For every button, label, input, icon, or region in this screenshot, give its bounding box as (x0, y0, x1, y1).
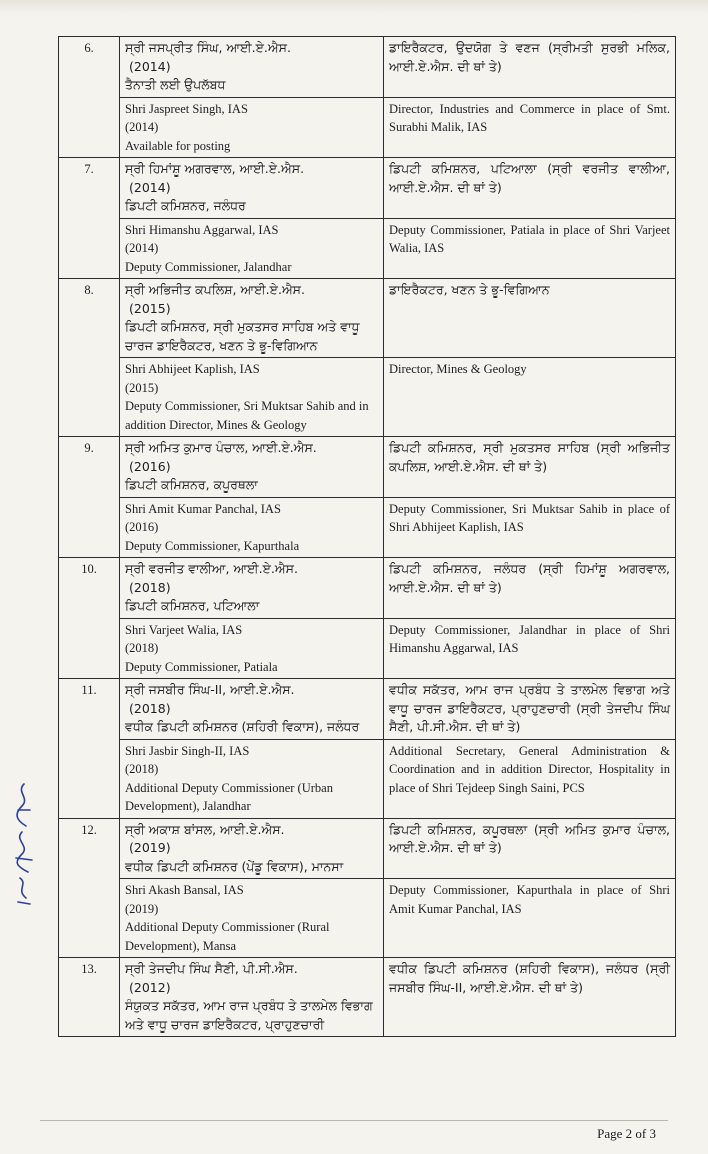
handwritten-signature (10, 780, 36, 910)
new-posting-english: Director, Mines & Geology (384, 358, 676, 437)
table-row-pa (59, 818, 676, 879)
table-row-en (59, 879, 676, 958)
current-post: ਸੰਯੁਕਤ ਸਕੱਤਰ, ਆਮ ਰਾਜ ਪ੍ਰਬੰਧ ਤੇ ਤਾਲਮੇਲ ਵਿਭਾਗ ਅਤੇ ਵਾਧੂ ਚਾਰਜ ਡਾਇਰੈਕਟਰ, ਪ੍ਰਾਹੁਣਚਾਰੀ (125, 998, 373, 1032)
current-post: ਵਧੀਕ ਡਿਪਟੀ ਕਮਿਸ਼ਨਰ (ਸ਼ਹਿਰੀ ਵਿਕਾਸ), ਜਲੰਧਰ (125, 719, 360, 734)
batch-year: (2016) (129, 458, 171, 474)
new-posting-english: Deputy Commissioner, Patiala in place of Shri Varjeet Walia, IAS (384, 218, 676, 279)
current-post: ਵਧੀਕ ਡਿਪਟੀ ਕਮਿਸ਼ਨਰ (ਪੇਂਡੂ ਵਿਕਾਸ), ਮਾਨਸਾ (125, 858, 344, 874)
officer-name-line: Shri Varjeet Walia, IAS (125, 622, 243, 637)
new-posting-english: Deputy Commissioner, Sri Muktsar Sahib in place of Shri Abhijeet Kaplish, IAS (384, 497, 676, 558)
new-posting-english: Deputy Commissioner, Kapurthala in place of Shri Amit Kumar Panchal, IAS (384, 879, 676, 958)
new-posting-punjabi: ਡਿਪਟੀ ਕਮਿਸ਼ਨਰ, ਕਪੂਰਥਲਾ (ਸ੍ਰੀ ਅਮਿਤ ਕੁਮਾਰ ਪੰਚਾਲ, ਆਈ.ਏ.ਐਸ. ਦੀ ਥਾਂ ਤੇ) (384, 818, 676, 879)
serial-number: 10. (59, 558, 120, 679)
serial-number: 8. (59, 279, 120, 437)
batch-year: (2018) (125, 762, 159, 776)
serial-number: 13. (59, 958, 120, 1037)
current-post: ਡਿਪਟੀ ਕਮਿਸ਼ਨਰ, ਪਟਿਆਲਾ (125, 598, 260, 613)
serial-number: 12. (59, 818, 120, 958)
current-post: Available for posting (125, 138, 231, 153)
officer-name-line: ਸ੍ਰੀ ਤੇਜਦੀਪ ਸਿੰਘ ਸੈਣੀ, ਪੀ.ਸੀ.ਐਸ. (125, 961, 298, 976)
batch-year: (2015) (125, 380, 159, 395)
officer-name-line: ਸ੍ਰੀ ਅਕਾਸ਼ ਬਾਂਸਲ, ਆਈ.ਏ.ਐਸ. (125, 821, 285, 837)
table-row-pa (59, 679, 676, 740)
officer-name-line: ਸ੍ਰੀ ਜਸਪ੍ਰੀਤ ਸਿੰਘ, ਆਈ.ਏ.ਐਸ. (125, 40, 291, 55)
table-row-en (59, 497, 676, 558)
batch-year: (2016) (125, 520, 159, 534)
batch-year: (2014) (129, 58, 171, 74)
new-posting-punjabi: ਵਧੀਕ ਡਿਪਟੀ ਕਮਿਸ਼ਨਰ (ਸ਼ਹਿਰੀ ਵਿਕਾਸ), ਜਲੰਧਰ (ਸ੍ਰੀ ਜਸਬੀਰ ਸਿੰਘ-II, ਆਈ.ਏ.ਐਸ. ਦੀ ਥਾਂ ਤੇ) (384, 958, 676, 1037)
current-post: ਤੈਨਾਤੀ ਲਈ ਉਪਲੱਬਧ (125, 77, 226, 92)
batch-year: (2018) (129, 700, 171, 716)
current-post: ਡਿਪਟੀ ਕਮਿਸ਼ਨਰ, ਸ੍ਰੀ ਮੁਕਤਸਰ ਸਾਹਿਬ ਅਤੇ ਵਾਧੂ ਚਾਰਜ ਡਾਇਰੈਕਟਰ, ਖਣਨ ਤੇ ਭੂ-ਵਿਗਿਆਨ (125, 319, 360, 353)
officer-name-english (120, 618, 384, 679)
officer-name-english (120, 497, 384, 558)
current-post: Deputy Commissioner, Kapurthala (125, 538, 300, 553)
page-number: Page 2 of 3 (597, 1126, 656, 1141)
current-post: Deputy Commissioner, Patiala (125, 659, 278, 674)
officer-name-line: Shri Jasbir Singh-II, IAS (125, 743, 250, 758)
table-row-en (59, 97, 676, 158)
new-posting-punjabi: ਡਿਪਟੀ ਕਮਿਸ਼ਨਰ, ਪਟਿਆਲਾ (ਸ੍ਰੀ ਵਰਜੀਤ ਵਾਲੀਆ, ਆਈ.ਏ.ਐਸ. ਦੀ ਥਾਂ ਤੇ) (384, 158, 676, 219)
officer-name-punjabi (120, 437, 384, 498)
officer-name-line: ਸ੍ਰੀ ਜਸਬੀਰ ਸਿੰਘ-II, ਆਈ.ਏ.ਐਸ. (125, 682, 295, 697)
new-posting-punjabi: ਡਾਇਰੈਕਟਰ, ਖਣਨ ਤੇ ਭੂ-ਵਿਗਿਆਨ (384, 279, 676, 358)
current-post: Additional Deputy Commissioner (Rural Development), Mansa (125, 920, 330, 953)
officer-name-line: ਸ੍ਰੀ ਵਰਜੀਤ ਵਾਲੀਆ, ਆਈ.ਏ.ਐਸ. (125, 561, 298, 576)
current-post: Deputy Commissioner, Jalandhar (125, 259, 292, 274)
officer-name-english (120, 358, 384, 437)
table-row-en (59, 218, 676, 279)
officer-name-english (120, 218, 384, 279)
table-row-en (59, 618, 676, 679)
table-row-en (59, 358, 676, 437)
new-posting-punjabi: ਡਿਪਟੀ ਕਮਿਸ਼ਨਰ, ਜਲੰਧਰ (ਸ੍ਰੀ ਹਿਮਾਂਸ਼ੂ ਅਗਰਵਾਲ, ਆਈ.ਏ.ਐਸ. ਦੀ ਥਾਂ ਤੇ) (384, 558, 676, 619)
table-row-pa (59, 158, 676, 219)
new-posting-english: Deputy Commissioner, Jalandhar in place of Shri Himanshu Aggarwal, IAS (384, 618, 676, 679)
officer-name-line: ਸ੍ਰੀ ਅਮਿਤ ਕੁਮਾਰ ਪੰਚਾਲ, ਆਈ.ਏ.ਐਸ. (125, 440, 317, 455)
officer-name-punjabi (120, 958, 384, 1037)
serial-number: 11. (59, 679, 120, 819)
officer-name-line: Shri Jaspreet Singh, IAS (125, 101, 248, 116)
table-row-pa (59, 37, 676, 98)
batch-year: (2014) (125, 120, 159, 134)
officer-name-punjabi (120, 558, 384, 619)
table-row-pa (59, 437, 676, 498)
new-posting-punjabi: ਡਾਇਰੈਕਟਰ, ਉਦਯੋਗ ਤੇ ਵਣਜ (ਸ੍ਰੀਮਤੀ ਸੁਰਭੀ ਮਲਿਕ, ਆਈ.ਏ.ਐਸ. ਦੀ ਥਾਂ ਤੇ) (384, 37, 676, 98)
transfer-orders-table (58, 36, 676, 1037)
officer-name-punjabi (120, 279, 384, 358)
batch-year: (2015) (129, 300, 171, 316)
officer-name-line: Shri Akash Bansal, IAS (125, 883, 244, 897)
batch-year: (2014) (129, 179, 171, 195)
officer-name-line: ਸ੍ਰੀ ਅਭਿਜੀਤ ਕਪਲਿਸ਼, ਆਈ.ਏ.ਐਸ. (125, 282, 305, 297)
officer-name-punjabi (120, 679, 384, 740)
current-post: Deputy Commissioner, Sri Muktsar Sahib and in addition Director, Mines & Geology (125, 399, 369, 432)
officer-name-punjabi (120, 818, 384, 879)
officer-name-line: Shri Abhijeet Kaplish, IAS (125, 362, 260, 376)
batch-year: (2018) (129, 579, 171, 595)
table-row-pa (59, 958, 676, 1037)
officer-name-english (120, 879, 384, 958)
batch-year: (2019) (129, 840, 171, 855)
batch-year: (2012) (129, 979, 171, 995)
table-row-en (59, 739, 676, 818)
current-post: ਡਿਪਟੀ ਕਮਿਸ਼ਨਰ, ਕਪੂਰਥਲਾ (125, 477, 258, 492)
officer-name-line: ਸ੍ਰੀ ਹਿਮਾਂਸ਼ੂ ਅਗਰਵਾਲ, ਆਈ.ਏ.ਐਸ. (125, 161, 305, 176)
officer-name-english (120, 97, 384, 158)
batch-year: (2018) (125, 641, 159, 655)
table-row-pa (59, 558, 676, 619)
current-post: ਡਿਪਟੀ ਕਮਿਸ਼ਨਰ, ਜਲੰਧਰ (125, 198, 246, 213)
table-row-pa (59, 279, 676, 358)
officer-name-punjabi (120, 158, 384, 219)
serial-number: 6. (59, 37, 120, 158)
officer-name-punjabi (120, 37, 384, 98)
batch-year: (2014) (125, 241, 159, 255)
serial-number: 7. (59, 158, 120, 279)
scan-top-edge (0, 0, 708, 14)
officer-name-line: Shri Himanshu Aggarwal, IAS (125, 222, 279, 237)
serial-number: 9. (59, 437, 120, 558)
footer-divider (40, 1120, 668, 1121)
batch-year: (2019) (125, 901, 159, 916)
new-posting-punjabi: ਵਧੀਕ ਸਕੱਤਰ, ਆਮ ਰਾਜ ਪ੍ਰਬੰਧ ਤੇ ਤਾਲਮੇਲ ਵਿਭਾਗ ਅਤੇ ਵਾਧੂ ਚਾਰਜ ਡਾਇਰੈਕਟਰ, ਪ੍ਰਾਹੁਣਚਾਰੀ (ਸ੍ਰੀ ਤੇਜਦੀਪ ਸਿੰਘ ਸੈਣੀ, ਪੀ.ਸੀ.ਐਸ. ਦੀ ਥਾਂ ਤੇ) (384, 679, 676, 740)
officer-name-line: Shri Amit Kumar Panchal, IAS (125, 501, 281, 516)
current-post: Additional Deputy Commissioner (Urban Development), Jalandhar (125, 780, 333, 813)
table-body (59, 37, 676, 1037)
new-posting-punjabi: ਡਿਪਟੀ ਕਮਿਸ਼ਨਰ, ਸ੍ਰੀ ਮੁਕਤਸਰ ਸਾਹਿਬ (ਸ੍ਰੀ ਅਭਿਜੀਤ ਕਪਲਿਸ਼, ਆਈ.ਏ.ਐਸ. ਦੀ ਥਾਂ ਤੇ) (384, 437, 676, 498)
officer-name-english (120, 739, 384, 818)
new-posting-english: Director, Industries and Commerce in place of Smt. Surabhi Malik, IAS (384, 97, 676, 158)
new-posting-english: Additional Secretary, General Administration & Coordination and in addition Director, Hospitality in place of Shri Tejdeep Singh Saini, PCS (384, 739, 676, 818)
